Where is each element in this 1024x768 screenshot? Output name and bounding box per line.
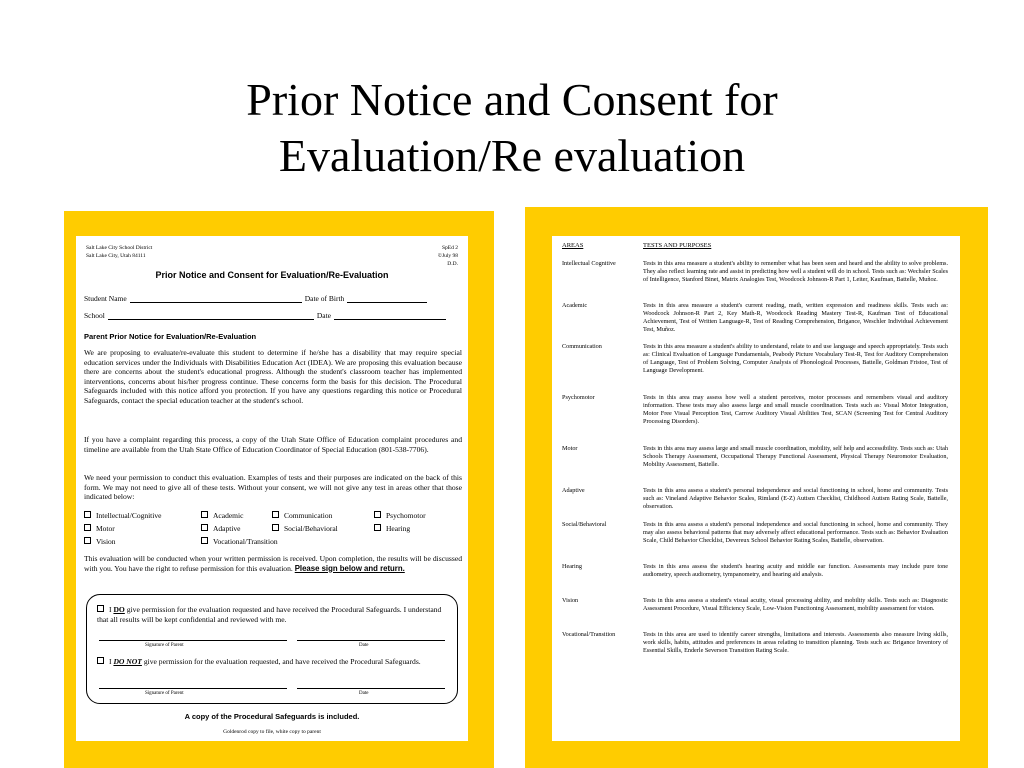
areas-heading: AREAS [562,242,584,249]
area-description: Tests in this area assess a student's personal independence and social functioning in school, home and community. They may also assess behavioral patterns that may adversely affect educational performance. Tests such as: Behavior Evaluation Scale, Child Behavior Checklist, Devereux School Behavior Rating Scales, Battelle, observation. [643,521,948,545]
area-name: Psychomotor [562,394,595,401]
dob-label: Date of Birth [304,294,345,303]
signature-date-line-2[interactable] [297,688,445,689]
consent-do-not: DO NOT [113,657,142,666]
sign-prompt: Please sign below and return. [294,563,405,573]
tests-heading: TESTS AND PURPOSES [643,242,712,249]
area-name: Adaptive [562,487,585,494]
checkbox-square-icon [201,511,208,518]
section-heading: Parent Prior Notice for Evaluation/Re-Evaluation [84,332,257,341]
consent-do-text: give permission for the evaluation requested and have received the Procedural Safeguards. I understand that all results will be kept confidential and reviewed with me. [97,605,442,624]
evaluation-areas [84,511,464,550]
checkbox-square-icon [272,524,279,531]
signature-caption: Signature of Parent [145,643,184,648]
tests-and-purposes-page [552,236,960,741]
checkbox-motor[interactable] [84,524,115,533]
school-label: School [84,311,105,320]
dob-line [347,294,427,303]
copy-distribution-note: Goldenrod copy to file, white copy to parent [223,729,321,735]
area-name: Communication [562,343,602,350]
signature-date-caption: Date [359,691,369,696]
checkbox-academic[interactable] [201,511,243,520]
checkbox-square-icon [84,511,91,518]
area-name: Academic [562,302,588,309]
student-name-line [130,294,302,303]
form-code [438,244,458,268]
area-description: Tests in this area assess a student's personal independence and social functioning in school, home and community. Tests such as: Vineland Adaptive Behavior Scales, Rimland (E-Z) Autism Checklist, Childhood Autism Rating Scale, Battelle, observation. [643,487,948,511]
date-label: Date [316,311,332,320]
checkbox-label: Hearing [386,524,411,533]
form-code-line2: ©July 98 [437,253,458,259]
completion-text: This evaluation will be conducted when your written permission is received. Upon completion, the results will be discussed with you. You have the right to refuse permission for this evaluation. [84,554,462,573]
school-line [108,311,314,320]
parent-signature-line-1[interactable] [99,640,287,641]
checkbox-label: Intellectual/Cognitive [96,511,162,520]
checkbox-square-icon [272,511,279,518]
check-row [84,511,464,524]
slide-title-line1: Prior Notice and Consent for [246,74,778,125]
area-description: Tests in this area may assess how well a student perceives, motor processes and remembers visual and auditory information. These tests may also assess large and small muscle coordination. Tests such as: Visual Motor Integration, Motor Free Visual Perception Test, Carrow Auditory Visual Abilities Test, SCAN (Screening Test for Central Auditory Processing Disorders). [643,394,948,426]
safeguards-note: A copy of the Procedural Safeguards is included. [184,712,360,721]
checkbox-label: Academic [213,511,244,520]
checkbox-label: Vision [96,537,116,546]
checkbox-square-icon [374,524,381,531]
checkbox-square-icon [84,524,91,531]
checkbox-adaptive[interactable] [201,524,241,533]
complaint-paragraph: If you have a complaint regarding this process, a copy of the Utah State Office of Education complaint procedures and timeline are available from the Utah State Office of Education Coordinator of Special Education (801-538-7706). [84,435,462,454]
consent-i: I [109,657,112,666]
checkbox-label: Social/Behavioral [284,524,338,533]
completion-paragraph [84,554,462,573]
school-row [84,311,458,320]
consent-do-option[interactable] [97,605,447,624]
checkbox-hearing[interactable] [374,524,410,533]
form-title: Prior Notice and Consent for Evaluation/Re-Evaluation [155,270,389,280]
consent-do-not-text: give permission for the evaluation requested, and have received the Procedural Safeguards. [143,657,421,666]
area-description: Tests in this area assess the student's hearing acuity and middle ear function. Assessments may include pure tone audiometry, speech audiometry, tympanometry, and hearing aid analysis. [643,563,948,579]
area-name: Intellectual Cognitive [562,260,616,267]
notice-paragraph: We are proposing to evaluate/re-evaluate this student to determine if he/she has a disability that may require special education services under the Individuals with Disabilities Education Act (IDEA). We are proposing this evaluation because there are concerns about the student's educational progress. Although the student's classroom teacher has implemented interventions, concerns about his/her progress continue. These concerns form the basis for this decision. The Procedural Safeguards included with this notice afford you protection. If you have any questions regarding this notice or Procedural Safeguards, contact the special education teacher at the student's school. [84,348,462,405]
checkbox-square-icon [97,657,104,664]
slide-title [0,72,1024,184]
checkbox-communication[interactable] [272,511,332,520]
checkbox-psychomotor[interactable] [374,511,426,520]
checkbox-vision[interactable] [84,537,116,546]
checkbox-label: Communication [284,511,333,520]
area-description: Tests in this area measure a student's ability to remember what has been seen and heard and the ability to solve problems. They also reflect learning rate and assist in predicting how well a student will do in school. Tests such as: Wechsler Scales of Intelligence, Stanford Binet, Matrix Analogies Test, Woodcock Johnson-R Part 1, Leiter, Kaufman, Battelle, Muñoz. [643,260,948,284]
area-name: Vocational/Transition [562,631,616,638]
area-description: Tests in this area assess a student's visual acuity, visual processing ability, and mobility skills. Tests such as: Diagnostic Assessment Procedure, Visual Efficiency Scale, Low-Vision Functioning Assessment, mobility assessment for vision. [643,597,948,613]
checkbox-social[interactable] [272,524,338,533]
checkbox-square-icon [84,537,91,544]
area-description: Tests in this area measure a student's ability to understand, relate to and use language and speech appropriately. Tests such as: Clinical Evaluation of Language Fundamentals, Peabody Picture Vocabulary Test-R, Test for Auditory Comprehension of Language, Test of Problem Solving, Computer Analysis of Phonological Processes, Battelle, Goldman Fristoe, Test of Language Development. [643,343,948,375]
area-description: Tests in this area may assess large and small muscle coordination, mobility, self help and accessibility. Tests such as: Utah Schools Therapy Assessment, Occupational Therapy Functional Assessment, Physical Therapy Neuromotor Evaluation, Mobility Assessment, Battelle. [643,445,948,469]
student-name-label: Student Name [84,294,127,303]
form-code-line1: SpEd 2 [441,245,458,251]
area-name: Social/Behavioral [562,521,607,528]
consent-box [86,594,458,704]
checkbox-label: Psychomotor [386,511,426,520]
permission-paragraph: We need your permission to conduct this evaluation. Examples of tests and their purposes are indicated on the back of this form. We may not need to give all of these tests. Without your consent, we will not give any test in areas other that those indicated below: [84,473,462,502]
consent-form-page [76,236,468,741]
area-name: Motor [562,445,578,452]
checkbox-label: Motor [96,524,115,533]
checkbox-intellectual[interactable] [84,511,161,520]
district-header [86,244,152,260]
consent-i: I [109,605,112,614]
slide-title-line2: Evaluation/Re evaluation [278,130,746,181]
check-row [84,537,464,550]
checkbox-square-icon [374,511,381,518]
district-address: Salt Lake City, Utah 84111 [86,253,146,259]
checkbox-label: Vocational/Transition [213,537,278,546]
parent-signature-line-2[interactable] [99,688,287,689]
check-row [84,524,464,537]
area-name: Hearing [562,563,582,570]
area-description: Tests in this area are used to identify career strengths, limitations and interests. Assessments also measure living skills, work skills, habits, attitudes and preferences in areas relating to transition planning. Tests such as: Brigance Inventory of Essential Skills, Enderle Severson Transition Rating Scale. [643,631,948,655]
signature-date-line-1[interactable] [297,640,445,641]
consent-do-not-option[interactable] [97,657,447,667]
checkbox-label: Adaptive [213,524,241,533]
checkbox-square-icon [97,605,104,612]
area-description: Tests in this area measure a student's current reading, math, written expression and readiness skills. Tests such as: Woodcock Johnson-R Part 2, Key Math-R, Woodcock Reading Mastery Test-R, Kaufman Test of Educational Achievement, Test of Written Language-R, Test of Reading Comprehension, Brigance, Weschler Individual Achievement Test, Muñoz. [643,302,948,334]
date-line [334,311,446,320]
form-code-line3: D.D. [447,261,458,267]
checkbox-vocational[interactable] [201,537,278,546]
district-name: Salt Lake City School District [86,245,153,251]
checkbox-square-icon [201,524,208,531]
checkbox-square-icon [201,537,208,544]
signature-date-caption: Date [359,643,369,648]
student-row [84,294,458,303]
signature-caption: Signature of Parent [145,691,184,696]
consent-do: DO [113,605,125,614]
area-name: Vision [562,597,579,604]
